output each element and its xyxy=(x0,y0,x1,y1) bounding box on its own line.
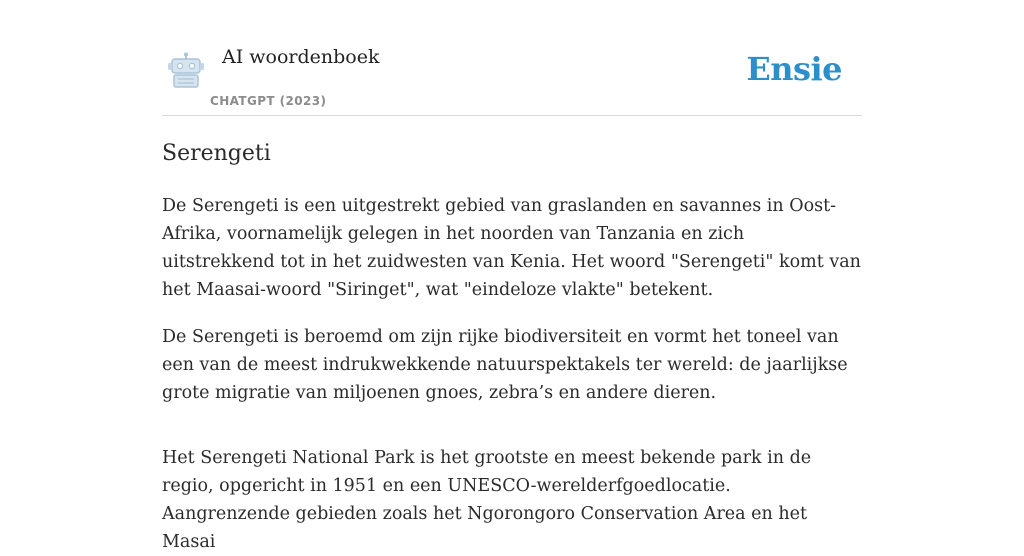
entry-content xyxy=(162,138,862,556)
brand-logo[interactable]: Ensie xyxy=(746,50,842,88)
entry-paragraph: De Serengeti is een uitgestrekt gebied van graslanden en savannes in Oost-Afrika, voornamelijk gelegen in het noorden van Tanzania en zich uitstrekkend tot in het zuidwesten van Kenia. Het woord "Serengeti" komt van het Maasai-woord "Siringet", wat "eindeloze vlakte" betekent. xyxy=(162,196,861,300)
entry-paragraph-line: Het Serengeti National Park is het grootste en meest bekende park in de regio, opgericht in 1951 en een UNESCO-werelderfgoedlocatie. xyxy=(162,448,812,496)
entry-term: Serengeti xyxy=(162,141,271,166)
entry-paragraph xyxy=(162,444,862,556)
entry-paragraph: De Serengeti is beroemd om zijn rijke biodiversiteit en vormt het toneel van een van de meest indrukwekkende natuurspektakels ter wereld: de jaarlijkse grote migratie van miljoenen gnoes, zebra’s en andere dieren. xyxy=(162,327,848,403)
dictionary-title[interactable]: AI woordenboek xyxy=(222,46,380,68)
entry-paragraph-line: Aangrenzende gebieden zoals het Ngorongoro Conservation Area en het Masai xyxy=(162,504,808,552)
robot-icon xyxy=(166,52,206,90)
source-label: CHATGPT (2023) xyxy=(210,94,327,108)
page-header xyxy=(162,40,862,116)
